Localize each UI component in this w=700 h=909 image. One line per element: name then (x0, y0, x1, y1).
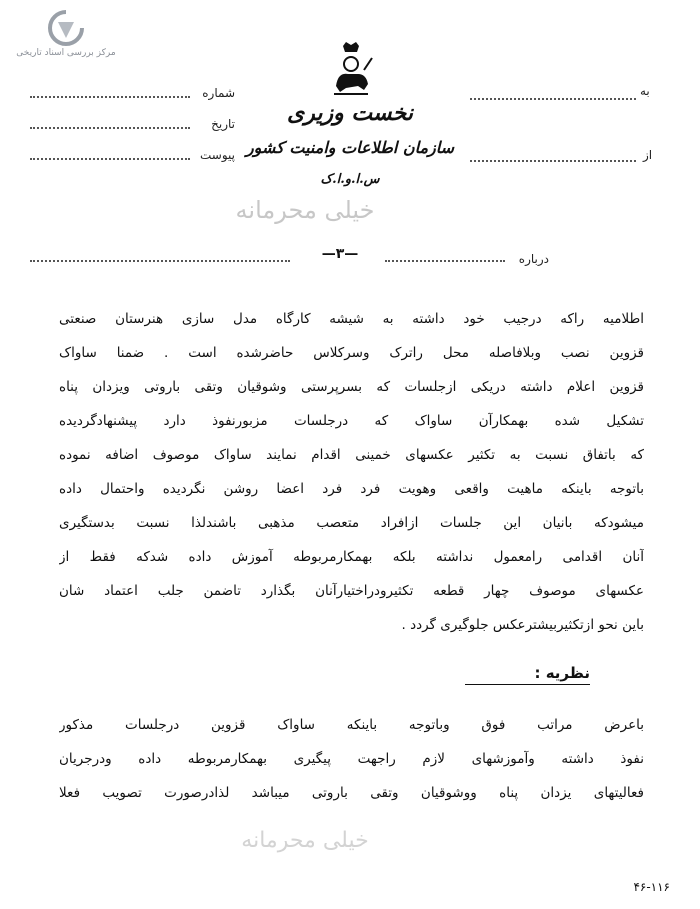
lion-and-sun-emblem (328, 40, 374, 102)
date-label: تاریخ (211, 117, 235, 131)
opinion-body (59, 708, 644, 810)
archive-emblem-icon (36, 8, 96, 48)
body-line: اطلامیه راکه درجیب خود داشته به شیشه کارگاه مدل سازی هنرستان صنعتی (59, 311, 644, 327)
opinion-line: نفوذ داشته وآموزشهای لازم راجهت پیگیری بهمکارمربوطه داده ودرجریان (59, 751, 644, 767)
report-body (59, 302, 644, 642)
from-dotted-line (470, 160, 636, 162)
body-line: که باتفاق نسبت به تکثیر عکسهای خمینی اقدام نمایند ساواک موصوف اضافه نموده (59, 447, 644, 463)
page-marker: —۳— (321, 246, 359, 262)
opinion-heading-underline (465, 684, 590, 685)
body-line: تشکیل شده بهمکارآن ساواک که درجلسات مزبورنفوذ دارد پیشنهادگردیده (59, 413, 644, 429)
classification-stamp: خیلی محرمانه (235, 196, 375, 224)
archive-logo (6, 8, 126, 56)
about-label: درباره (518, 252, 549, 266)
document-number: ۴۶-۱۱۶ (633, 880, 670, 894)
number-label: شماره (202, 86, 235, 100)
body-line: باین نحو ازتکثیربیشترعکس جلوگیری گردد . (401, 617, 644, 633)
archive-logo-label: مرکز بررسی اسناد تاریخی (16, 48, 116, 58)
body-line: میشودکه بانیان این جلسات ازافراد متعصب مذهبی باشندلذا نسبت بدستگیری (59, 515, 644, 531)
organization-code: س.ا.و.ا.ک (320, 172, 380, 187)
number-dotted-line (30, 96, 190, 98)
about-right-dotted-line (385, 260, 505, 262)
lion-sun-crown-icon (328, 40, 374, 102)
to-label: به (640, 84, 650, 98)
to-dotted-line (470, 98, 636, 100)
body-line: قزوین نصب وبلافاصله محل راترک وسرکلاس حاضرشده است . ضمنا ساواک (59, 345, 644, 361)
from-label: از (643, 148, 653, 162)
about-left-dotted-line (30, 260, 290, 262)
body-line: قزوین اعلام داشته دریکی ازجلسات که بسرپرستی وشوقیان وتقی باروتی ویزدان پناه (59, 379, 644, 395)
opinion-heading: نظریه : (534, 664, 590, 682)
date-dotted-line (30, 127, 190, 129)
body-line: باتوجه باینکه ماهیت واقعی وهویت فرد فرد اعضا روشن نگردیده واحتمال داده (59, 481, 644, 497)
body-line: آنان اقدامی رامعمول نداشته بلکه بهمکارمربوطه آموزش داده شدکه فقط از (59, 549, 644, 565)
opinion-line: فعالیتهای یزدان پناه ووشوقیان وتقی باروتی میباشد لذادرصورت تصویب فعلا (59, 785, 644, 801)
attachment-dotted-line (30, 158, 190, 160)
ministry-title: نخست وزیری (287, 100, 413, 126)
body-line: عکسهای موصوف چهار قطعه تکثیرودراختیارآنان بگذارد تاضمن جلب اعتماد شان (59, 583, 644, 599)
attachment-label: پیوست (200, 148, 235, 162)
opinion-line: باعرض مراتب فوق وباتوجه باینکه ساواک قزوین درجلسات مذکور (59, 717, 644, 733)
classification-stamp-bottom: خیلی محرمانه (241, 828, 369, 853)
organization-name: سازمان اطلاعات وامنیت کشور (245, 138, 455, 157)
